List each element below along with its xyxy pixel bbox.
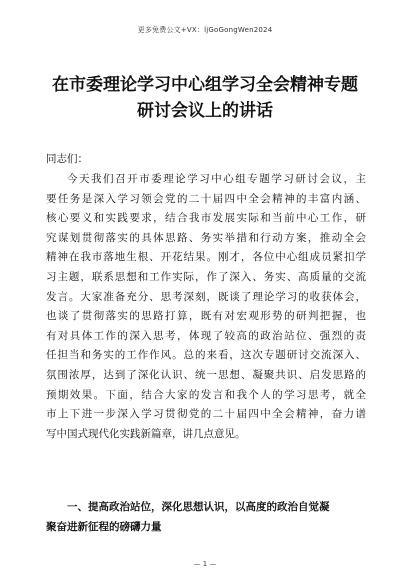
body-paragraph (46, 170, 366, 444)
section-heading-line-2: 聚奋进新征程的磅礴力量 (46, 521, 162, 533)
section-heading (46, 497, 366, 537)
body-line: 氛围浓厚，达到了深化认识、统一思想、凝聚共识、启发思路的 (46, 368, 366, 381)
section-heading-line-1: 一、提高政治站位，深化思想认识，以高度的政治自觉凝 (67, 501, 330, 513)
document-title (50, 72, 360, 124)
page-number: — 1 — (193, 560, 217, 568)
body-line: 今天我们召开市委理论学习中心组专题学习研讨会议，主 (67, 173, 366, 185)
body-line: 发言。大家准备充分、思考深刻，既谈了理论学习的收获体会， (46, 290, 366, 303)
salutation: 同志们： (46, 153, 88, 165)
body-line: 核心要义和实践要求，结合我市发展实际和当前中心工作，研 (46, 212, 366, 225)
title-line-2: 研讨会议上的讲话 (137, 101, 273, 121)
body-line: 习主题，联系思想和工作实际，作了深入、务实、高质量的交流 (46, 270, 366, 283)
body-line: 有对具体工作的深入思考，体现了较高的政治站位、强烈的责 (46, 329, 366, 342)
body-line: 要任务是深入学习领会党的二十届四中全会精神的丰富内涵、 (46, 192, 366, 205)
body-line: 究谋划贯彻落实的具体思路、务实举措和行动方案，推动全会 (46, 231, 366, 244)
body-line: 也谈了贯彻落实的思路打算，既有对宏观形势的研判把握，也 (46, 310, 366, 323)
body-line: 任担当和务实的工作作风。总的来看，这次专题研讨交流深入、 (46, 349, 366, 362)
body-line: 写中国式现代化实践新篇章，讲几点意见。 (46, 427, 246, 440)
body-line: 市上下进一步深入学习贯彻党的二十届四中全会精神，奋力谱 (46, 408, 366, 421)
body-line: 预期效果。下面，结合大家的发言和我个人的学习思考，就全 (46, 388, 366, 401)
header-note: 更多免费公文+VX：ljGoGongWen2024 (137, 26, 273, 34)
body-line: 精神在我市落地生根、开花结果。刚才，各位中心组成员紧扣学 (46, 251, 366, 264)
title-line-1: 在市委理论学习中心组学习全会精神专题 (52, 75, 358, 95)
